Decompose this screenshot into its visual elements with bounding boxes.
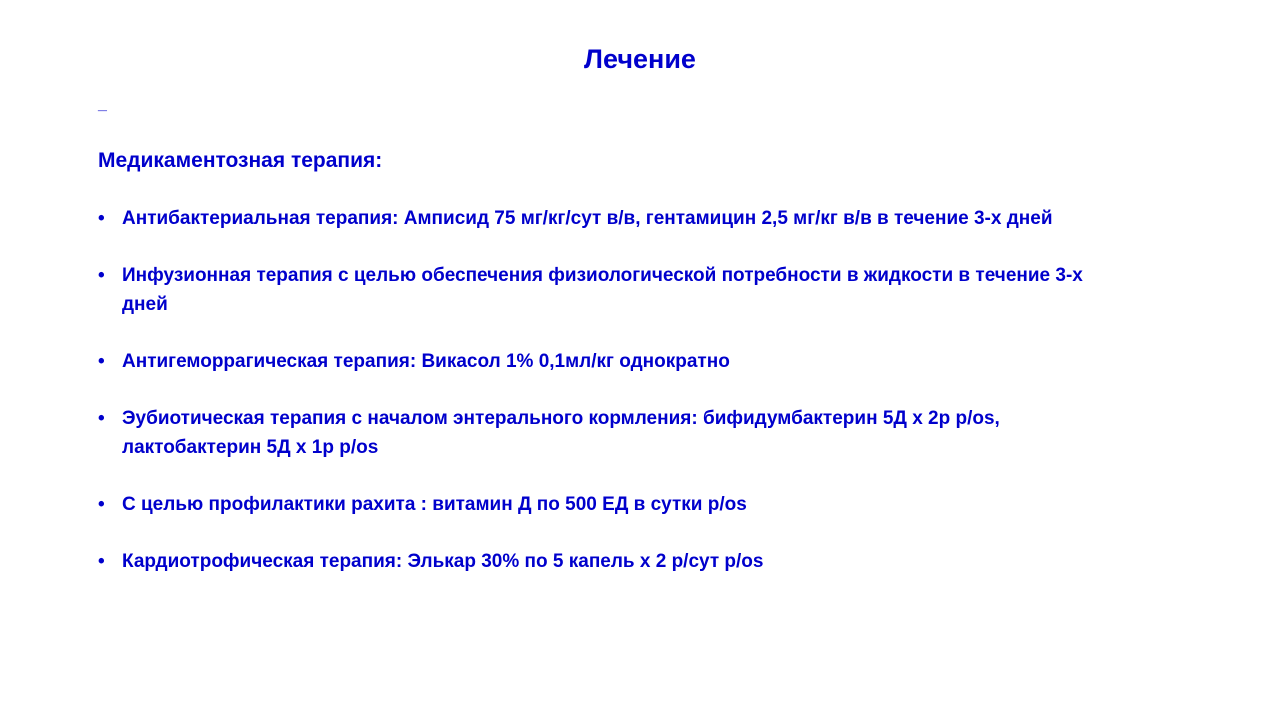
- list-item-text: Инфузионная терапия с целью обеспечения физиологической потребности в жидкости в течение 3-х дней: [122, 265, 1083, 315]
- treatment-list: [98, 204, 1108, 604]
- bullet-icon: •: [98, 351, 105, 372]
- dash-mark: _: [98, 96, 107, 113]
- list-item-text: Эубиотическая терапия с началом энтерального кормления: бифидумбактерин 5Д х 2р р/os, лактобактерин 5Д х 1р р/os: [122, 408, 1000, 458]
- list-item-text: Антибактериальная терапия: Амписид 75 мг/кг/сут в/в, гентамицин 2,5 мг/кг в/в в течение 3-х дней: [122, 208, 1053, 229]
- list-item: [98, 347, 1108, 376]
- page-title: Лечение: [584, 44, 696, 74]
- bullet-icon: •: [98, 208, 105, 229]
- list-item: [98, 490, 1108, 519]
- list-item-text: Антигеморрагическая терапия: Викасол 1% 0,1мл/кг однократно: [122, 351, 730, 372]
- list-item-text: С целью профилактики рахита : витамин Д по 500 ЕД в сутки р/os: [122, 494, 747, 515]
- bullet-icon: •: [98, 408, 105, 429]
- list-item: [98, 547, 1108, 576]
- list-item: [98, 404, 1108, 462]
- list-item-text: Кардиотрофическая терапия: Элькар 30% по 5 капель х 2 р/сут р/os: [122, 551, 764, 572]
- bullet-icon: •: [98, 265, 105, 286]
- list-item: [98, 204, 1108, 233]
- section-heading: Медикаментозная терапия:: [98, 149, 383, 172]
- bullet-icon: •: [98, 551, 105, 572]
- bullet-icon: •: [98, 494, 105, 515]
- list-item: [98, 261, 1108, 319]
